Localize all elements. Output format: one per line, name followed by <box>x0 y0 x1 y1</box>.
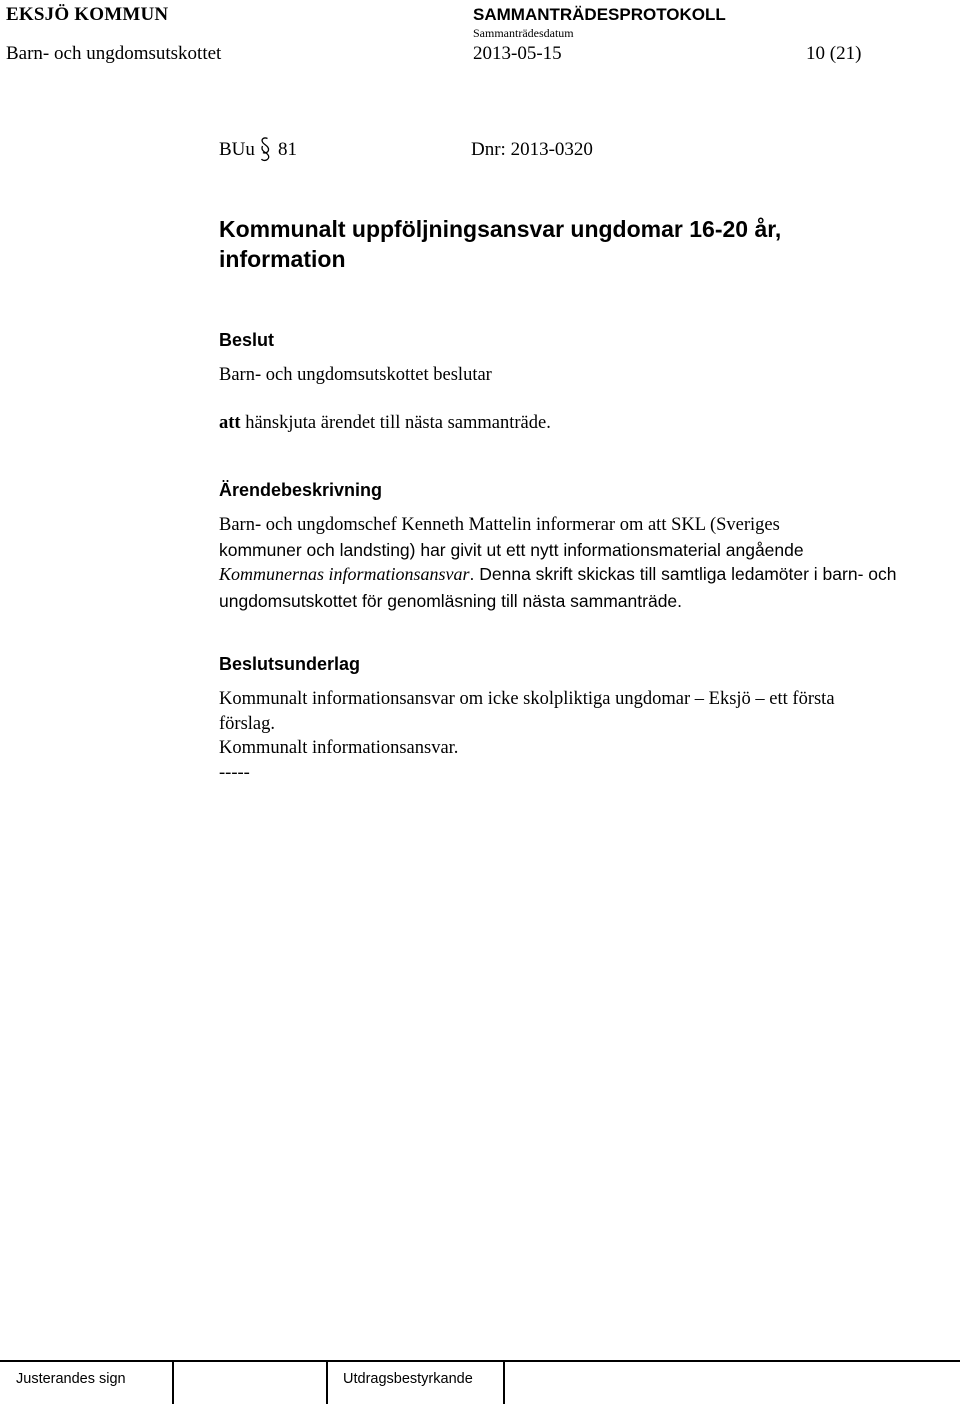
basis-body <box>219 687 939 785</box>
committee-name: Barn- och ungdomsutskottet <box>6 43 222 64</box>
title-line-2: information <box>219 246 346 272</box>
footer-divider <box>0 1360 960 1362</box>
decision-text <box>219 413 551 434</box>
basis-line-1: Kommunalt informationsansvar om icke skolpliktiga ungdomar – Eksjö – ett första <box>219 689 835 709</box>
description-line-3: . Denna skrift skickas till samtliga ledamöter i barn- och <box>469 564 897 584</box>
footer-column-divider-3 <box>503 1362 505 1404</box>
basis-line-3: Kommunalt informationsansvar. <box>219 738 459 758</box>
paragraph-number: 81 <box>278 139 297 160</box>
title-line-1: Kommunalt uppföljningsansvar ungdomar 16-20 år, <box>219 216 782 242</box>
decision-clause: hänskjuta ärendet till nästa sammanträde. <box>240 413 551 433</box>
body-code: BUu <box>219 139 255 160</box>
certify-label: Utdragsbestyrkande <box>343 1371 473 1387</box>
document-type: SAMMANTRÄDESPROTOKOLL <box>473 5 726 24</box>
meeting-date-label: Sammanträdesdatum <box>473 26 574 40</box>
description-line-2: kommuner och landsting) har givit ut ett nytt informationsmaterial angående <box>219 539 804 560</box>
description-body <box>219 513 939 613</box>
footer-column-divider-1 <box>172 1362 174 1404</box>
publication-title: Kommunernas informationsansvar <box>219 564 470 584</box>
page-number: 10 (21) <box>806 43 862 64</box>
att-word: att <box>219 413 241 433</box>
basis-heading: Beslutsunderlag <box>219 654 361 674</box>
sign-label: Justerandes sign <box>16 1371 126 1387</box>
description-line-1: Barn- och ungdomschef Kenneth Mattelin informerar om att SKL (Sveriges <box>219 515 780 535</box>
paragraph-sign-icon <box>258 136 272 162</box>
footer-column-divider-2 <box>326 1362 328 1404</box>
description-line-4: ungdomsutskottet för genomläsning till nästa sammanträde. <box>219 590 683 611</box>
organization-name: EKSJÖ KOMMUN <box>6 4 169 25</box>
diary-number: Dnr: 2013-0320 <box>471 139 593 160</box>
basis-separator: ----- <box>219 762 250 783</box>
description-heading: Ärendebeskrivning <box>219 480 383 500</box>
meeting-date: 2013-05-15 <box>473 43 562 64</box>
page-title <box>219 214 919 274</box>
decision-heading: Beslut <box>219 330 275 350</box>
decision-intro: Barn- och ungdomsutskottet beslutar <box>219 365 492 385</box>
basis-line-2: förslag. <box>219 713 275 734</box>
